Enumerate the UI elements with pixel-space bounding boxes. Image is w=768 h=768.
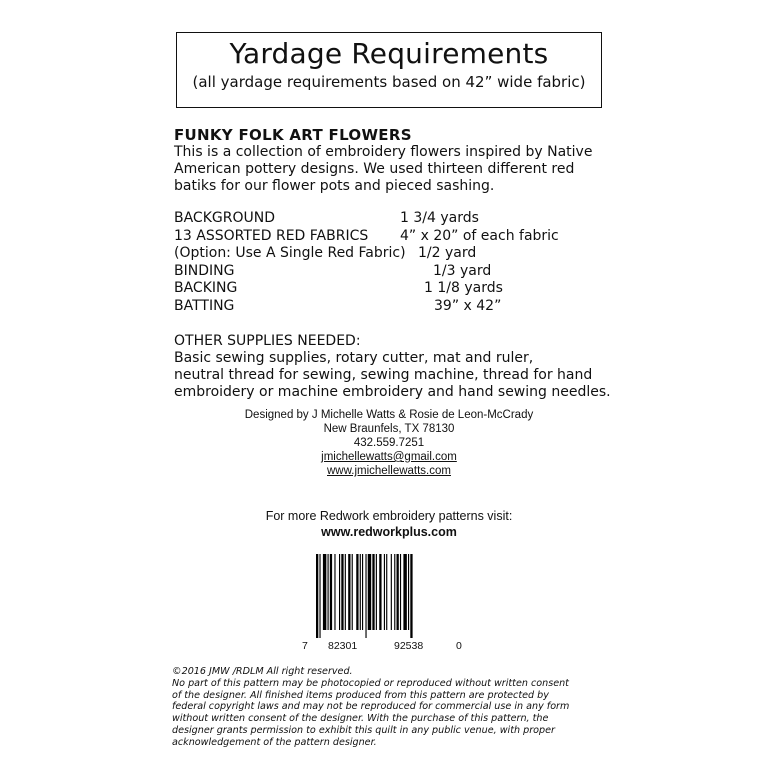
barcode-bar — [341, 554, 343, 630]
yardage-item: BINDING — [174, 262, 235, 279]
barcode-bar — [345, 554, 346, 630]
supplies-line: neutral thread for sewing, sewing machine, thread for hand — [174, 367, 593, 383]
yardage-amount: 1/2 yard — [418, 245, 477, 261]
barcode-bar — [397, 554, 399, 630]
designer-email-link[interactable]: jmichellewatts@gmail.com — [321, 451, 457, 463]
copyright-notice — [172, 666, 604, 749]
barcode-bar — [365, 554, 366, 638]
barcode-bar — [328, 554, 329, 630]
yardage-table — [174, 210, 604, 315]
barcode-digits-right: 92538 — [394, 640, 424, 652]
barcode-digits-left: 82301 — [328, 640, 358, 652]
project-section — [174, 127, 614, 195]
barcode-bar — [410, 554, 412, 638]
barcode-bar — [368, 554, 371, 630]
yardage-item: BATTING — [174, 297, 235, 314]
yardage-item: BACKGROUND — [174, 210, 275, 226]
project-name: FUNKY FOLK ART FLOWERS — [174, 126, 412, 144]
copyright-line: ©2016 JMW /RDLM All right reserved. — [172, 666, 353, 677]
barcode-bar — [376, 554, 377, 630]
barcode-bar — [379, 554, 381, 630]
yardage-row — [174, 280, 604, 298]
barcode-bar — [391, 554, 392, 630]
barcode-bar — [356, 554, 358, 630]
description-line: batiks for our flower pots and pieced sashing. — [174, 178, 495, 194]
barcode-digit-first: 7 — [302, 640, 308, 652]
yardage-row — [174, 210, 604, 228]
more-patterns — [174, 508, 604, 540]
barcode-bar — [386, 554, 387, 630]
barcode-bar — [316, 554, 318, 638]
legal-line: federal copyright laws and may not be reproduced for commercial use in any form — [172, 701, 570, 713]
yardage-amount: 1/3 yard — [433, 262, 492, 279]
yardage-item: (Option: Use A Single Red Fabric) — [174, 245, 406, 261]
barcode-bar — [394, 554, 395, 630]
title-box — [176, 32, 602, 108]
legal-line: of the designer. All finished items produced from this pattern are protected by — [172, 689, 549, 701]
designer-city: New Braunfels, TX 78130 — [323, 423, 455, 435]
designer-website-link[interactable]: www.jmichellewatts.com — [327, 465, 451, 477]
legal-line: No part of this pattern may be photocopied or reproduced without written consent — [172, 677, 569, 689]
yardage-amount: 1 1/8 yards — [424, 280, 503, 296]
supplies-list — [174, 350, 614, 401]
barcode-bar — [334, 554, 335, 630]
barcode-bar — [372, 554, 374, 630]
barcode-bar — [362, 554, 363, 630]
page-subtitle: (all yardage requirements based on 42” wide fabric) — [192, 73, 586, 91]
barcode-bar — [352, 554, 353, 630]
barcode-bar — [323, 554, 326, 630]
supplies-section — [174, 333, 614, 401]
more-patterns-text: For more Redwork embroidery patterns visit: — [265, 509, 513, 523]
barcode-bar — [403, 554, 406, 630]
barcode-bar — [384, 554, 385, 630]
barcode-bar — [400, 554, 401, 630]
page-title: Yardage Requirements — [229, 37, 549, 70]
yardage-item: BACKING — [174, 280, 238, 296]
barcode-bar — [319, 554, 320, 638]
yardage-row — [174, 298, 604, 316]
legal-line: acknowledgement of the pattern designer. — [172, 736, 377, 748]
yardage-row — [174, 245, 604, 263]
project-description — [174, 144, 614, 195]
barcode-bar — [408, 554, 409, 630]
supplies-heading: OTHER SUPPLIES NEEDED: — [174, 333, 361, 349]
designer-names: Designed by J Michelle Watts & Rosie de Leon-McCrady — [244, 409, 534, 421]
supplies-line: Basic sewing supplies, rotary cutter, mat and ruler, — [174, 350, 534, 366]
barcode-bar — [360, 554, 361, 630]
description-line: This is a collection of embroidery flowers inspired by Native — [174, 144, 593, 160]
barcode-bar — [339, 554, 340, 630]
supplies-line: embroidery or machine embroidery and hand sewing needles. — [174, 384, 611, 400]
barcode-digit-last: 0 — [456, 640, 462, 652]
barcode-bar — [348, 554, 350, 630]
yardage-row — [174, 263, 604, 281]
legal-line: without written consent of the designer. With the purchase of this pattern, the — [172, 713, 549, 725]
yardage-amount: 1 3/4 yards — [400, 210, 479, 226]
barcode-bars — [312, 554, 452, 638]
designer-phone: 432.559.7251 — [353, 437, 425, 449]
barcode-bar — [330, 554, 332, 630]
yardage-amount: 4” x 20” of each fabric — [400, 227, 559, 244]
redworkplus-link[interactable]: www.redworkplus.com — [321, 525, 457, 539]
description-line: American pottery designs. We used thirteen different red — [174, 161, 575, 177]
legal-line: designer grants permission to exhibit this quilt in any public venue, with proper — [172, 724, 555, 736]
yardage-amount: 39” x 42” — [434, 297, 502, 314]
upc-barcode — [302, 554, 462, 658]
yardage-item: 13 ASSORTED RED FABRICS — [174, 227, 369, 244]
yardage-row — [174, 228, 604, 246]
designer-credits — [174, 408, 604, 478]
